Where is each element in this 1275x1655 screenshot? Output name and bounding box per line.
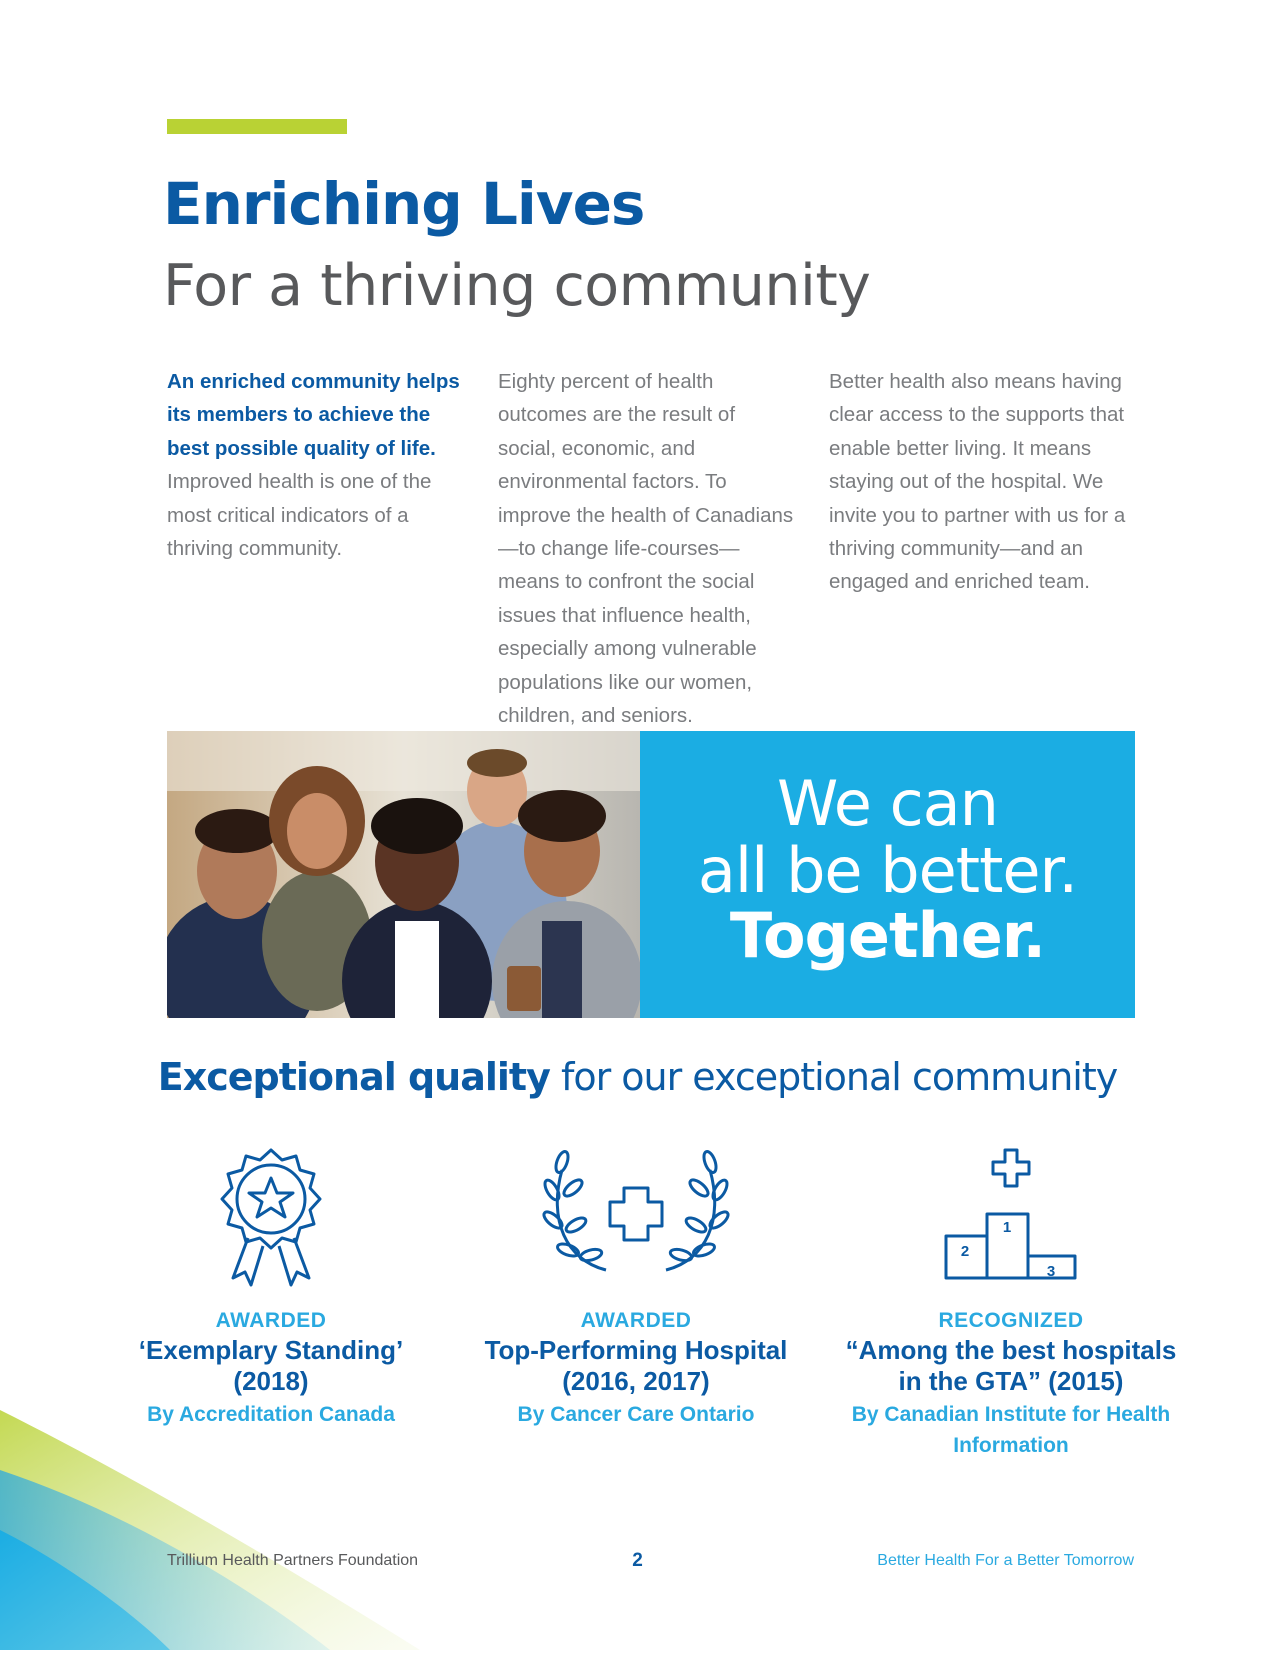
- award-source: By Canadian Institute for Health Information: [851, 1403, 1171, 1457]
- quality-heading-light: for our exceptional community: [549, 1055, 1118, 1099]
- award-title: “Among the best hospitals in the GTA” (2015): [845, 1335, 1177, 1396]
- intro-lead: An enriched community helps its members to achieve the best possible quality of life.: [167, 370, 460, 460]
- tagline-line-3: Together.: [729, 899, 1046, 972]
- podium-label-1: 1: [1002, 1219, 1012, 1236]
- banner: [167, 731, 1135, 1018]
- page-title: Enriching Lives: [163, 170, 645, 238]
- intro-column-2: [498, 365, 798, 750]
- award-kicker: AWARDED: [215, 1309, 327, 1332]
- award-source: By Accreditation Canada: [147, 1403, 395, 1426]
- intro-paragraph-3: Better health also means having clear access to the supports that enable better living. It means staying out of the hospital. We invite you to partner with us for a thriving community—and an engaged and enriched team.: [829, 370, 1126, 594]
- intro-paragraph-1: [167, 365, 467, 565]
- intro-column-1: [167, 365, 467, 583]
- accent-bar: [167, 119, 347, 134]
- podium-label-3: 3: [1046, 1263, 1056, 1280]
- laurel-cross-icon: [456, 1140, 816, 1290]
- decorative-swoosh: [0, 1410, 500, 1650]
- podium-label-2: 2: [960, 1243, 970, 1260]
- award-source: By Cancer Care Ontario: [517, 1403, 755, 1426]
- award-kicker: AWARDED: [580, 1309, 692, 1332]
- intro-paragraph-2: Eighty percent of health outcomes are the result of social, economic, and environmental factors. To improve the health of Canadians—to change life-courses—means to confront the social issues that influence health, especially among vulnerable populations like our women, children, and seniors.: [498, 370, 794, 728]
- tagline-line-1: We can: [777, 767, 998, 840]
- quality-heading: [0, 1055, 1275, 1099]
- intro-column-3: [829, 365, 1139, 617]
- footer-organization: Trillium Health Partners Foundation: [167, 1552, 419, 1569]
- team-photo: [167, 731, 640, 1018]
- tagline-panel: [640, 731, 1135, 1018]
- quality-heading-strong: Exceptional quality: [157, 1055, 550, 1099]
- page-subtitle: For a thriving community: [163, 253, 871, 319]
- footer-slogan: Better Health For a Better Tomorrow: [877, 1552, 1134, 1569]
- podium-cross-icon: [831, 1140, 1191, 1290]
- rosette-star-icon: [91, 1140, 451, 1290]
- page-number: 2: [632, 1550, 643, 1571]
- award-title: Top-Performing Hospital (2016, 2017): [484, 1335, 788, 1396]
- intro-paragraph-1-rest: Improved health is one of the most critical indicators of a thriving community.: [167, 470, 432, 561]
- award-kicker: RECOGNIZED: [938, 1309, 1084, 1332]
- tagline-line-2: all be better.: [697, 834, 1078, 907]
- award-title: ‘Exemplary Standing’ (2018): [138, 1335, 404, 1396]
